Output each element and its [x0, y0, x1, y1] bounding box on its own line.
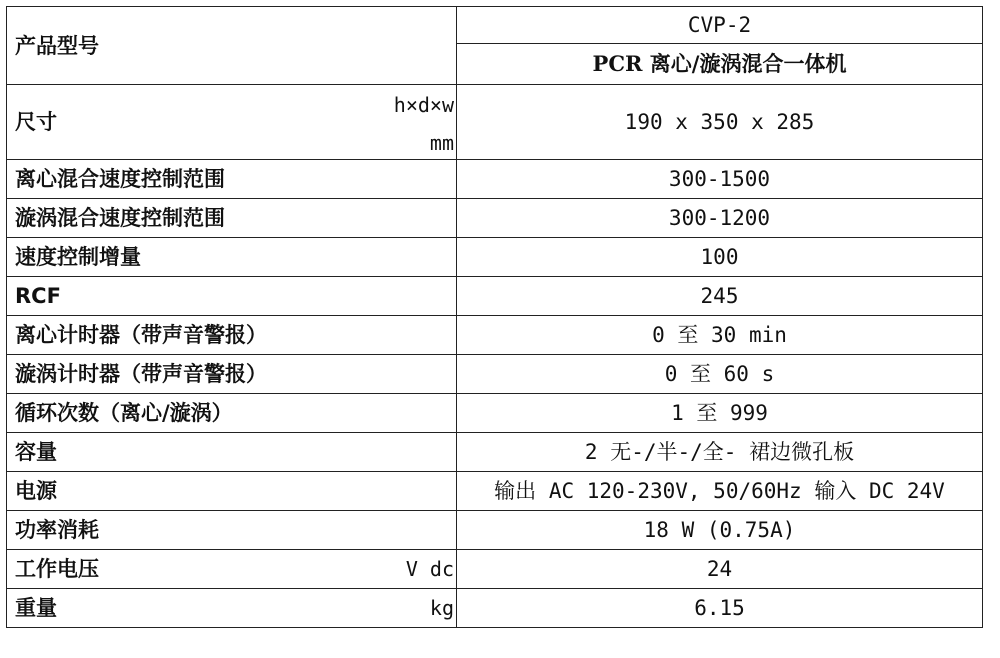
table-row — [7, 160, 983, 199]
row-label: 功率消耗 — [15, 518, 99, 542]
model-label: 产品型号 — [15, 33, 99, 58]
unit-label: V dc — [405, 557, 454, 581]
unit-label: h×d×w — [393, 93, 454, 117]
spec-sheet — [6, 6, 982, 644]
row-label-cell — [7, 85, 457, 160]
row-value: 190 x 350 x 285 — [457, 85, 983, 160]
model-label-cell — [7, 7, 457, 85]
table-row — [7, 589, 983, 628]
row-label: 离心混合速度控制范围 — [15, 167, 225, 191]
row-label-cell — [7, 433, 457, 472]
unit-label: kg — [429, 596, 454, 620]
row-label: 容量 — [15, 440, 57, 464]
row-label-cell — [7, 199, 457, 238]
row-value: 0 至 30 min — [457, 316, 983, 355]
row-value: 18 W (0.75A) — [457, 511, 983, 550]
table-row — [7, 7, 983, 44]
row-label: 电源 — [15, 479, 57, 503]
table-row — [7, 511, 983, 550]
row-value: 245 — [457, 277, 983, 316]
row-value: 6.15 — [457, 589, 983, 628]
row-label: 离心计时器（带声音警报） — [15, 323, 267, 347]
row-label: 重量 — [15, 596, 57, 620]
table-row — [7, 355, 983, 394]
row-value: 0 至 60 s — [457, 355, 983, 394]
row-label-cell — [7, 550, 457, 589]
row-value: 100 — [457, 238, 983, 277]
table-row — [7, 85, 983, 160]
model-value: CVP-2 — [457, 7, 983, 44]
row-label-cell — [7, 472, 457, 511]
row-label: 工作电压 — [15, 557, 99, 581]
table-row — [7, 433, 983, 472]
table-row — [7, 277, 983, 316]
row-value: 300-1500 — [457, 160, 983, 199]
row-label: RCF — [15, 284, 61, 308]
table-row — [7, 238, 983, 277]
table-row — [7, 394, 983, 433]
row-label-cell — [7, 277, 457, 316]
row-value: 300-1200 — [457, 199, 983, 238]
row-label: 循环次数（离心/漩涡） — [15, 401, 233, 425]
row-value: 24 — [457, 550, 983, 589]
row-value: 2 无-/半-/全- 裙边微孔板 — [457, 433, 983, 472]
row-value: 1 至 999 — [457, 394, 983, 433]
row-label: 速度控制增量 — [15, 245, 141, 269]
product-name: PCR 离心/漩涡混合一体机 — [457, 44, 983, 85]
spec-table — [6, 6, 983, 628]
row-label-cell — [7, 160, 457, 199]
row-label-cell — [7, 394, 457, 433]
row-label-cell — [7, 238, 457, 277]
row-value: 输出 AC 120-230V, 50/60Hz 输入 DC 24V — [457, 472, 983, 511]
row-label-cell — [7, 511, 457, 550]
row-label: 尺寸 — [15, 110, 57, 134]
row-label-cell — [7, 589, 457, 628]
unit-label: mm — [429, 131, 454, 155]
table-row — [7, 472, 983, 511]
row-label-cell — [7, 316, 457, 355]
table-row — [7, 550, 983, 589]
row-label: 漩涡混合速度控制范围 — [15, 206, 225, 230]
row-label: 漩涡计时器（带声音警报） — [15, 362, 267, 386]
table-row — [7, 316, 983, 355]
row-label-cell — [7, 355, 457, 394]
table-row — [7, 199, 983, 238]
